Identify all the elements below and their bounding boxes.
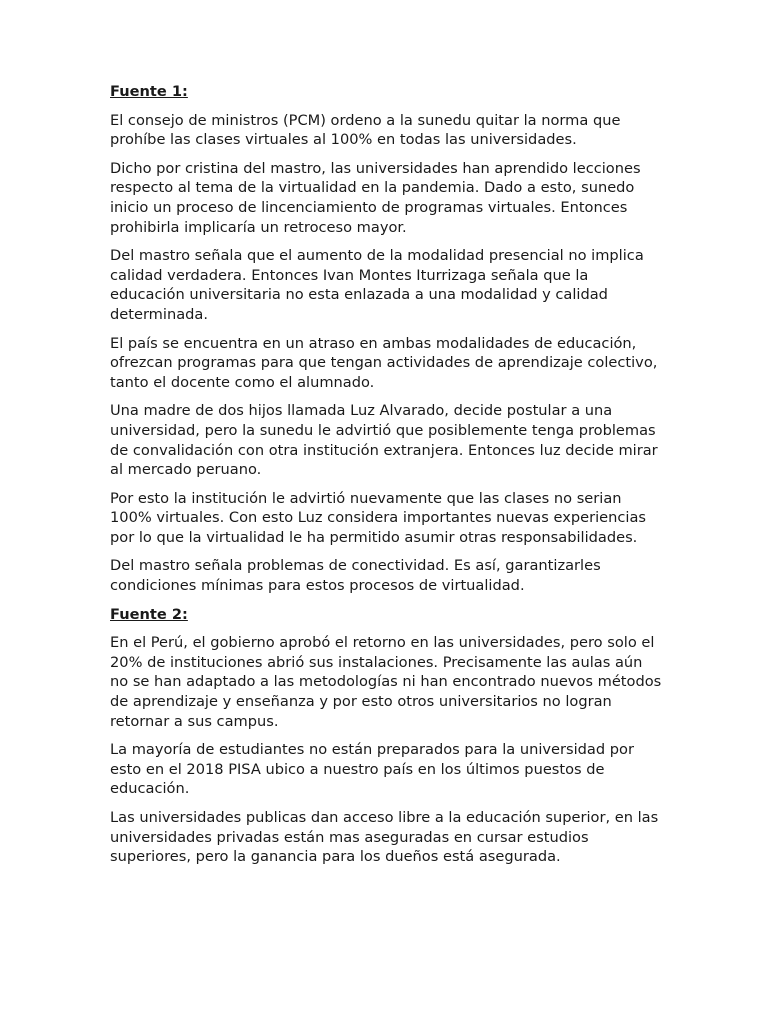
fuente-2-section (110, 605, 662, 867)
paragraph: En el Perú, el gobierno aprobó el retorno en las universidades, pero solo el 20% de instituciones abrió sus instalaciones. Precisamente las aulas aún no se han adaptado a las metodologías ni han encontrado nuevos métodos de aprendizaje y enseñanza y por esto otros universitarios no logran retornar a sus campus. (110, 634, 662, 730)
paragraph: Del mastro señala problemas de conectividad. Es así, garantizarles condiciones mínimas para estos procesos de virtualidad. (110, 557, 601, 595)
paragraph: Una madre de dos hijos llamada Luz Alvarado, decide postular a una universidad, pero la sunedu le advirtió que posiblemente tenga problemas de convalidación con otra institución extranjera. Entonces luz decide mirar al mercado peruano. (110, 402, 658, 479)
paragraph: El consejo de ministros (PCM) ordeno a la sunedu quitar la norma que prohíbe las clases virtuales al 100% en todas las universidades. (110, 111, 621, 149)
fuente-1-heading: Fuente 1: (110, 83, 188, 100)
paragraph: Dicho por cristina del mastro, las universidades han aprendido lecciones respecto al tema de la virtualidad en la pandemia. Dado a esto, sunedo inicio un proceso de lincenciamiento de programas virtuales. Entonces prohibirla implicaría un retroceso mayor. (110, 159, 641, 236)
paragraph: La mayoría de estudiantes no están preparados para la universidad por esto en el 2018 PISA ubico a nuestro país en los últimos puestos de educación. (110, 741, 634, 798)
paragraph: Por esto la institución le advirtió nuevamente que las clases no serian 100% virtuales. Con esto Luz considera importantes nuevas experiencias por lo que la virtualidad le ha permitido asumir otras responsabilidades. (110, 489, 646, 546)
fuente-2-heading: Fuente 2: (110, 605, 188, 623)
paragraph: Del mastro señala que el aumento de la modalidad presencial no implica calidad verdadera. Entonces Ivan Montes Iturrizaga señala que la educación universitaria no esta enlazada a una modalidad y calidad determinada. (110, 247, 644, 323)
paragraph: Las universidades publicas dan acceso libre a la educación superior, en las universidades privadas están mas aseguradas en cursar estudios superiores, pero la ganancia para los dueños está asegurada. (110, 809, 659, 866)
fuente-1-section (110, 82, 662, 596)
document-page (110, 82, 662, 876)
paragraph: El país se encuentra en un atraso en ambas modalidades de educación, ofrezcan programas para que tengan actividades de aprendizaje colectivo, tanto el docente como el alumnado. (110, 334, 658, 391)
